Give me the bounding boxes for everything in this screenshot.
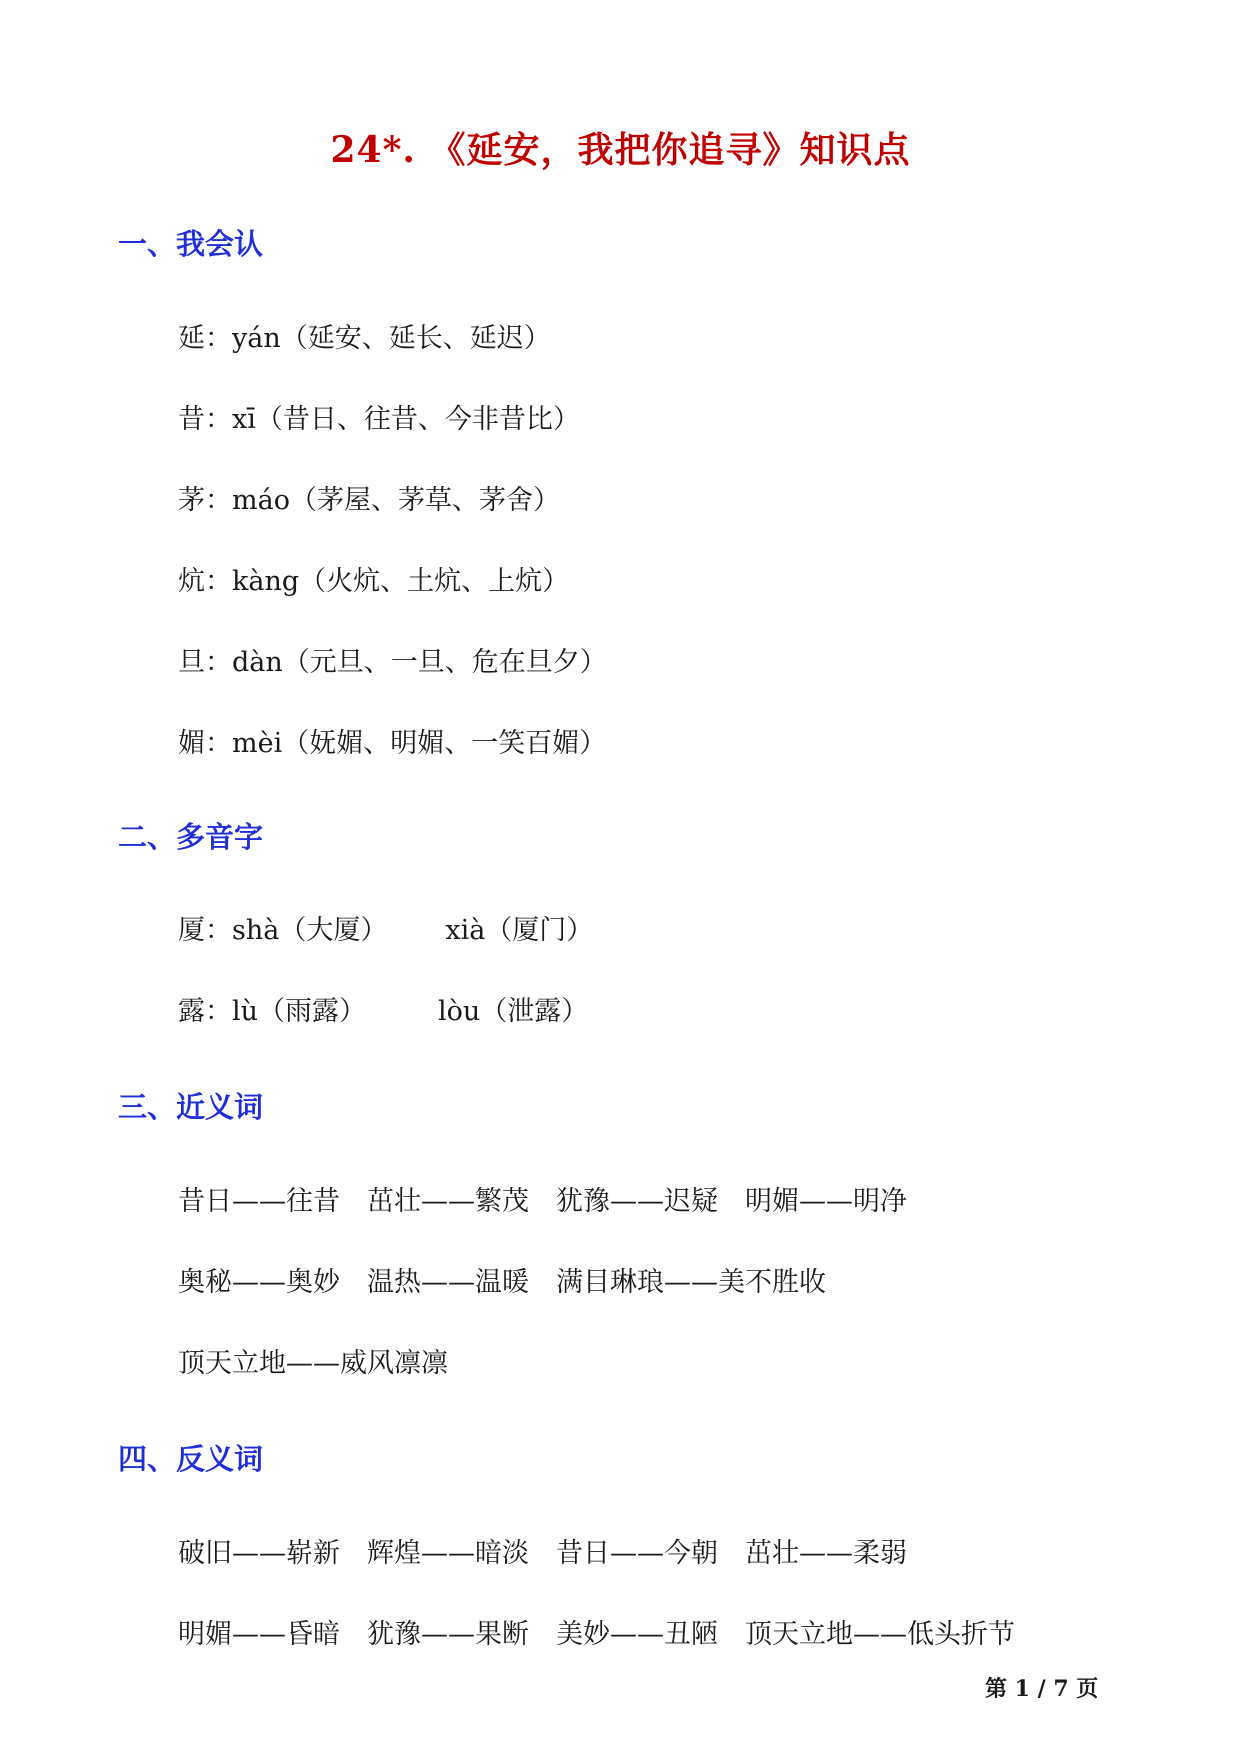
section-heading-antonyms: 四、反义词: [118, 1442, 264, 1476]
list-item: [178, 908, 593, 947]
list-item: 奥秘——奥妙 温热——温暖 满目琳琅——美不胜收: [178, 1267, 826, 1298]
section-heading-polyphone: 二、多音字: [118, 820, 264, 854]
list-item: 旦：dàn（元旦、一旦、危在旦夕）: [178, 647, 607, 678]
page-title: 24*. 《延安，我把你追寻》知识点: [330, 129, 911, 171]
polyphone-reading: xià（厦门）: [445, 915, 594, 946]
section-heading-recognize: 一、我会认: [118, 227, 264, 261]
list-item: 延：yán（延安、延长、延迟）: [178, 323, 551, 354]
polyphone-reading: 厦：shà（大厦）: [178, 915, 388, 946]
page-number: 第 1 / 7 页: [985, 1676, 1099, 1702]
list-item: 昔：xī（昔日、往昔、今非昔比）: [178, 404, 580, 435]
list-item: 昔日——往昔 茁壮——繁茂 犹豫——迟疑 明媚——明净: [178, 1186, 907, 1217]
list-item: 炕：kàng（火炕、土炕、上炕）: [178, 566, 570, 597]
section-heading-synonyms: 三、近义词: [118, 1090, 264, 1124]
list-item: 明媚——昏暗 犹豫——果断 美妙——丑陋 顶天立地——低头折节: [178, 1619, 1015, 1650]
list-item: 顶天立地——威风凛凛: [178, 1348, 448, 1379]
list-item: 媚：mèi（妩媚、明媚、一笑百媚）: [178, 728, 607, 759]
list-item: 茅：máo（茅屋、茅草、茅舍）: [178, 485, 560, 516]
polyphone-reading: lòu（泄露）: [438, 996, 589, 1027]
list-item: 破旧——崭新 辉煌——暗淡 昔日——今朝 茁壮——柔弱: [178, 1538, 907, 1569]
list-item: [178, 989, 588, 1028]
polyphone-reading: 露：lù（雨露）: [178, 996, 367, 1027]
